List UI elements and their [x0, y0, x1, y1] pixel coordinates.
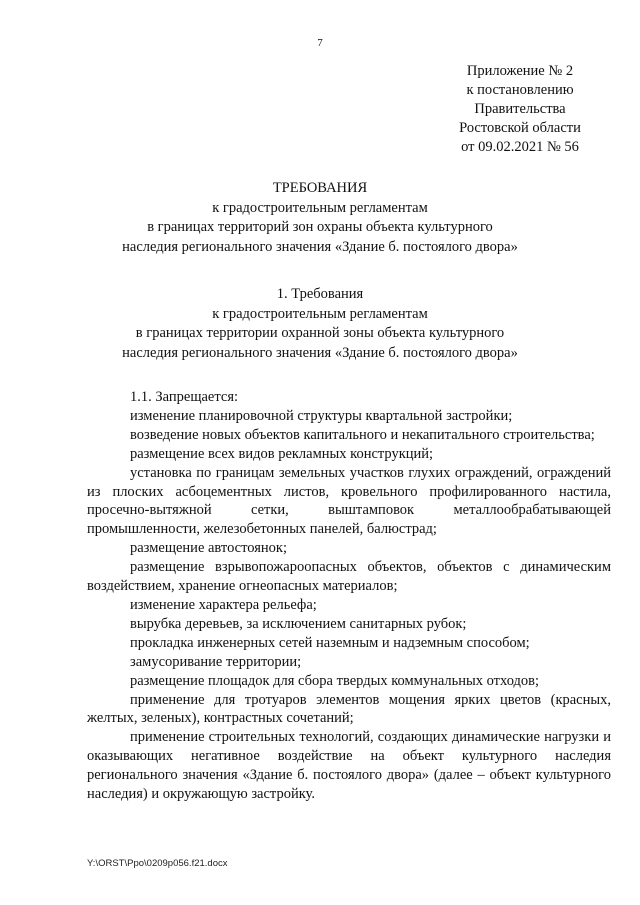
list-item: размещение взрывопожароопасных объектов, объектов с динамическим воздействием, хранение огнеопасных материалов; — [87, 559, 611, 595]
list-item: установка по границам земельных участков глухих ограждений, ограждений из плоских асбоцементных листов, кровельного профилированного настила, просечно-вытяжной сетки, выштамповок металлообрабатывающей промышленности, железобетонных панелей, балюстрад; — [87, 464, 611, 538]
list-item: прокладка инженерных сетей наземным и надземным способом; — [130, 634, 530, 651]
title-line: наследия регионального значения «Здание б. постоялого двора» — [122, 238, 518, 255]
section-line: к градостроительным регламентам — [212, 305, 428, 322]
list-item: изменение характера рельефа; — [130, 596, 317, 613]
list-item: вырубка деревьев, за исключением санитарных рубок; — [130, 615, 467, 632]
annex-line: к постановлению — [466, 82, 574, 98]
title-line: к градостроительным регламентам — [212, 199, 428, 216]
section-line: 1. Требования — [276, 286, 364, 302]
list-item: возведение новых объектов капитального и некапитального строительства; — [130, 426, 595, 443]
document-body — [87, 388, 611, 804]
section-line: в границах территории охранной зоны объекта культурного — [135, 325, 505, 341]
list-item: применение для тротуаров элементов мощения ярких цветов (красных, желтых, зеленых), контрастных сочетаний; — [87, 691, 611, 727]
title-heading: ТРЕБОВАНИЯ — [272, 180, 368, 196]
file-path-footer: Y:\ORST\Ppo\0209p056.f21.docx — [87, 858, 228, 869]
annex-line: Приложение № 2 — [466, 63, 574, 79]
list-item: изменение планировочной структуры квартальной застройки; — [130, 407, 513, 424]
page-number: 7 — [317, 37, 323, 49]
document-title — [60, 179, 580, 257]
section-line: наследия регионального значения «Здание б. постоялого двора» — [122, 344, 518, 361]
list-item: размещение площадок для сбора твердых коммунальных отходов; — [130, 672, 540, 689]
annex-line: от 09.02.2021 № 56 — [461, 139, 579, 155]
list-item: замусоривание территории; — [130, 653, 302, 670]
annex-line: Правительства — [474, 101, 566, 117]
list-item: размещение всех видов рекламных конструкций; — [130, 445, 434, 462]
list-item: размещение автостоянок; — [130, 540, 287, 557]
list-item: применение строительных технологий, создающих динамические нагрузки и оказывающих негативное воздействие на объект культурного наследия регионального значения «Здание б. постоялого двора» (далее – объект культурного наследия) и окружающую застройку. — [87, 729, 611, 803]
subheading: 1.1. Запрещается: — [130, 389, 239, 405]
title-line: в границах территорий зон охраны объекта культурного — [147, 219, 493, 235]
annex-line: Ростовской области — [459, 120, 581, 136]
section-heading — [60, 285, 580, 363]
annex-block — [440, 62, 600, 157]
